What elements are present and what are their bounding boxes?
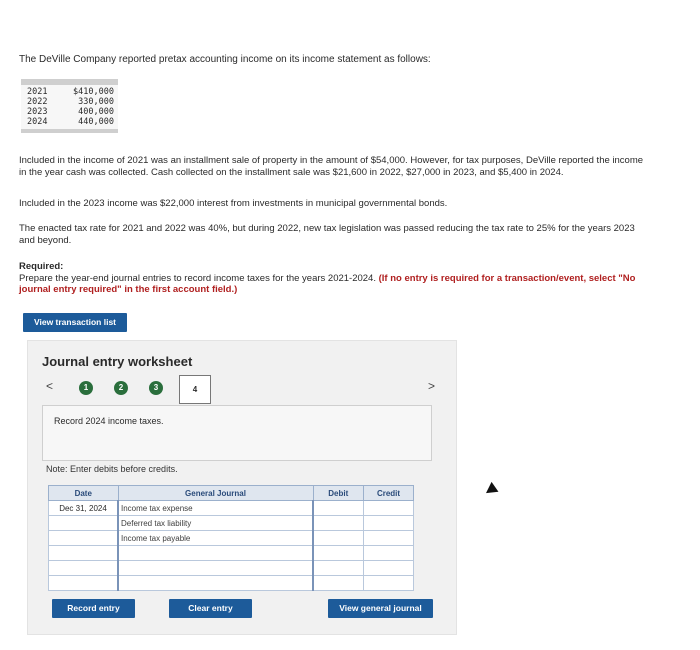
municipal-bonds-paragraph: Included in the 2023 income was $22,000 interest from investments in municipal governmental bonds.	[19, 198, 448, 209]
table-row	[49, 531, 414, 546]
previous-step-icon[interactable]: <	[46, 379, 54, 393]
date-cell[interactable]	[49, 531, 119, 546]
date-header: Date	[49, 486, 119, 501]
account-field[interactable]	[118, 576, 313, 591]
debit-header: Debit	[313, 486, 364, 501]
step-2-button[interactable]: 2	[114, 381, 128, 395]
required-text: Prepare the year-end journal entries to record income taxes for the years 2021-2024.	[19, 272, 376, 284]
required-note: (If no entry is required for a transaction/event, select "No journal entry required" in the first account field.)	[19, 272, 636, 295]
required-section	[19, 261, 659, 296]
income-row	[21, 97, 118, 107]
credit-field[interactable]	[364, 546, 414, 561]
income-amount: 440,000	[78, 117, 114, 127]
table-row	[49, 561, 414, 576]
income-row	[21, 107, 118, 117]
account-field[interactable]: Deferred tax liability	[118, 516, 313, 531]
date-cell[interactable]	[49, 546, 119, 561]
debits-credits-note: Note: Enter debits before credits.	[46, 464, 178, 474]
task-text: Record 2024 income taxes.	[54, 416, 164, 426]
view-general-journal-button[interactable]: View general journal	[328, 599, 433, 618]
journal-entry-table	[48, 485, 414, 591]
income-year: 2022	[27, 97, 48, 107]
date-cell[interactable]: Dec 31, 2024	[49, 501, 119, 516]
debit-field[interactable]	[313, 546, 364, 561]
installment-sale-paragraph: Included in the income of 2021 was an installment sale of property in the amount of $54,000. However, for tax purposes, DeVille reported the income in the year cash was collected. Cash collected on the installment sale was $21,600 in 2022, $27,000 in 2023, and $5,400 in 2024.	[19, 155, 644, 178]
debit-field[interactable]	[313, 516, 364, 531]
table-row	[49, 516, 414, 531]
income-row	[21, 117, 118, 127]
worksheet-title: Journal entry worksheet	[42, 354, 193, 369]
record-entry-button[interactable]: Record entry	[52, 599, 135, 618]
credit-field[interactable]	[364, 516, 414, 531]
problem-intro: The DeVille Company reported pretax accounting income on its income statement as follows:	[19, 54, 431, 65]
income-amount: $410,000	[73, 87, 114, 97]
step-4-button[interactable]: 4	[179, 375, 211, 404]
journal-entry-worksheet	[27, 340, 457, 635]
required-heading: Required:	[19, 261, 64, 272]
task-description-box	[42, 405, 432, 461]
clear-entry-button[interactable]: Clear entry	[169, 599, 252, 618]
income-year: 2023	[27, 107, 48, 117]
debit-field[interactable]	[313, 501, 364, 516]
journal-header-row	[49, 486, 414, 501]
income-amount: 400,000	[78, 107, 114, 117]
debit-field[interactable]	[313, 561, 364, 576]
tax-rate-paragraph: The enacted tax rate for 2021 and 2022 was 40%, but during 2022, new tax legislation was passed reducing the tax rate to 25% for the years 2023 and beyond.	[19, 223, 635, 246]
step-3-button[interactable]: 3	[149, 381, 163, 395]
account-field[interactable]	[118, 546, 313, 561]
general-journal-header: General Journal	[118, 486, 313, 501]
account-field[interactable]	[118, 561, 313, 576]
credit-field[interactable]	[364, 576, 414, 591]
date-cell[interactable]	[49, 516, 119, 531]
income-row	[21, 87, 118, 97]
table-row	[49, 546, 414, 561]
date-cell[interactable]	[49, 576, 119, 591]
pretax-income-table	[21, 79, 118, 133]
account-field[interactable]: Income tax payable	[118, 531, 313, 546]
view-transaction-list-button[interactable]: View transaction list	[23, 313, 127, 332]
credit-field[interactable]	[364, 561, 414, 576]
step-1-button[interactable]: 1	[79, 381, 93, 395]
table-row	[49, 501, 414, 516]
date-cell[interactable]	[49, 561, 119, 576]
income-amount: 330,000	[78, 97, 114, 107]
debit-field[interactable]	[313, 531, 364, 546]
debit-field[interactable]	[313, 576, 364, 591]
mouse-cursor-icon	[483, 482, 499, 498]
next-step-icon[interactable]: >	[428, 379, 436, 393]
credit-field[interactable]	[364, 531, 414, 546]
income-year: 2024	[27, 117, 48, 127]
credit-field[interactable]	[364, 501, 414, 516]
income-year: 2021	[27, 87, 48, 97]
credit-header: Credit	[364, 486, 414, 501]
account-field[interactable]: Income tax expense	[118, 501, 313, 516]
table-row	[49, 576, 414, 591]
